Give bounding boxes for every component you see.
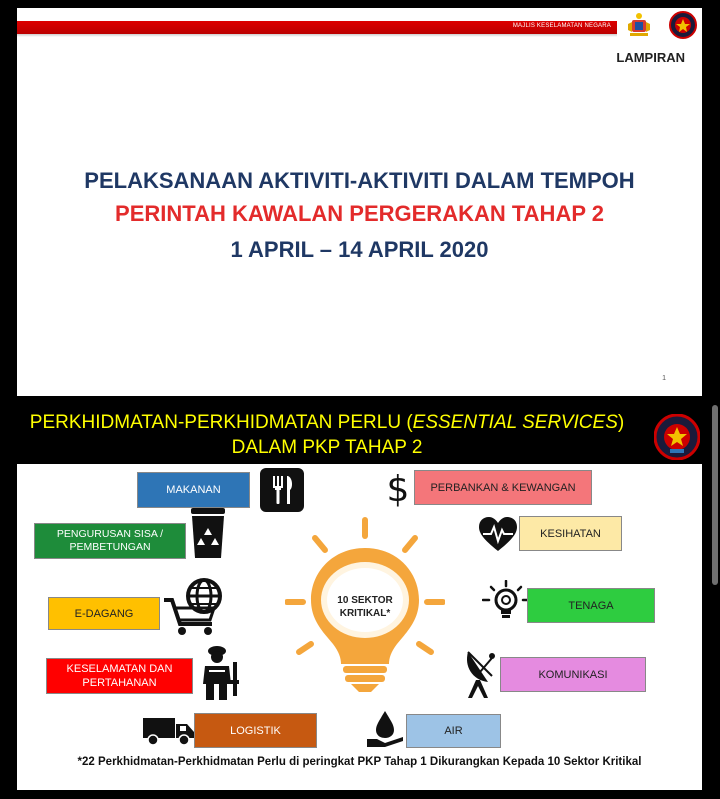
title-line-3: 1 APRIL – 14 APRIL 2020 [230, 237, 489, 262]
header-bar [17, 21, 617, 34]
center-label-line-1: 10 SEKTOR [337, 595, 393, 606]
shopping-cart-globe-icon [162, 576, 226, 636]
box-kesihatan-label: KESIHATAN [540, 527, 601, 540]
box-pengurusan-label-2: PEMBETUNGAN [69, 541, 151, 553]
slide-2 [17, 404, 702, 790]
box-air [406, 714, 501, 748]
utensils-icon [260, 468, 304, 512]
box-komunikasi-label: KOMUNIKASI [538, 668, 608, 681]
page-number: 1 [662, 375, 666, 382]
box-perbankan [414, 470, 592, 505]
box-keselamatan [46, 658, 193, 694]
org-name: MAJLIS KESELAMATAN NEGARA [512, 23, 611, 29]
title-line-2: PERINTAH KAWALAN PERGERAKAN TAHAP 2 [115, 201, 604, 226]
satellite-dish-icon [462, 648, 502, 698]
box-tenaga [527, 588, 655, 623]
dollar-icon [384, 468, 412, 508]
box-perbankan-label: PERBANKAN & KEWANGAN [430, 481, 576, 494]
coat-of-arms-icon [626, 12, 652, 38]
energy-bulb-icon [482, 580, 530, 622]
recycle-bin-icon [187, 508, 229, 560]
header-line-2: DALAM PKP TAHAP 2 [231, 437, 423, 458]
box-logistik-label: LOGISTIK [230, 724, 281, 737]
box-makanan-label: MAKANAN [166, 484, 221, 496]
scrollbar[interactable] [712, 405, 718, 585]
box-pengurusan-label-1: PENGURUSAN SISA / [56, 528, 164, 540]
heart-pulse-icon [479, 517, 517, 553]
header-shadow [17, 34, 617, 37]
box-komunikasi [500, 657, 646, 692]
box-makanan [137, 472, 250, 508]
header-line-1-italic: ESSENTIAL SERVICES [412, 412, 618, 433]
box-logistik [194, 713, 317, 748]
water-drop-hand-icon [367, 709, 405, 747]
header-line-1-suffix: ) [617, 412, 625, 433]
nsc-seal-icon [654, 414, 700, 460]
header-line-1-prefix: PERKHIDMATAN-PERKHIDMATAN PERLU ( [29, 412, 413, 433]
nsc-seal-icon [669, 11, 697, 39]
box-edagang-label: E-DAGANG [74, 607, 134, 620]
soldier-icon [199, 644, 243, 700]
center-label-line-2: KRITIKAL* [339, 608, 391, 619]
box-keselamatan-label-2: PERTAHANAN [82, 677, 157, 689]
box-pengurusan [34, 523, 186, 559]
footnote: *22 Perkhidmatan-Perkhidmatan Perlu di peringkat PKP Tahap 1 Dikurangkan Kepada 10 Sektor Kritikal [77, 756, 642, 768]
center-label [317, 594, 413, 620]
slide-1 [17, 8, 702, 396]
box-kesihatan [519, 516, 622, 551]
truck-icon [143, 716, 195, 746]
header-line-1 [17, 412, 637, 434]
slide-2-header [17, 404, 702, 464]
box-air-label: AIR [444, 725, 463, 737]
box-keselamatan-label-1: KESELAMATAN DAN [66, 663, 173, 675]
lampiran-label: LAMPIRAN [616, 50, 685, 65]
svg-text:$: $ [386, 469, 410, 508]
box-edagang [48, 597, 160, 630]
title-line-1: PELAKSANAAN AKTIVITI-AKTIVITI DALAM TEMPOH [84, 168, 635, 193]
box-tenaga-label: TENAGA [568, 599, 614, 612]
